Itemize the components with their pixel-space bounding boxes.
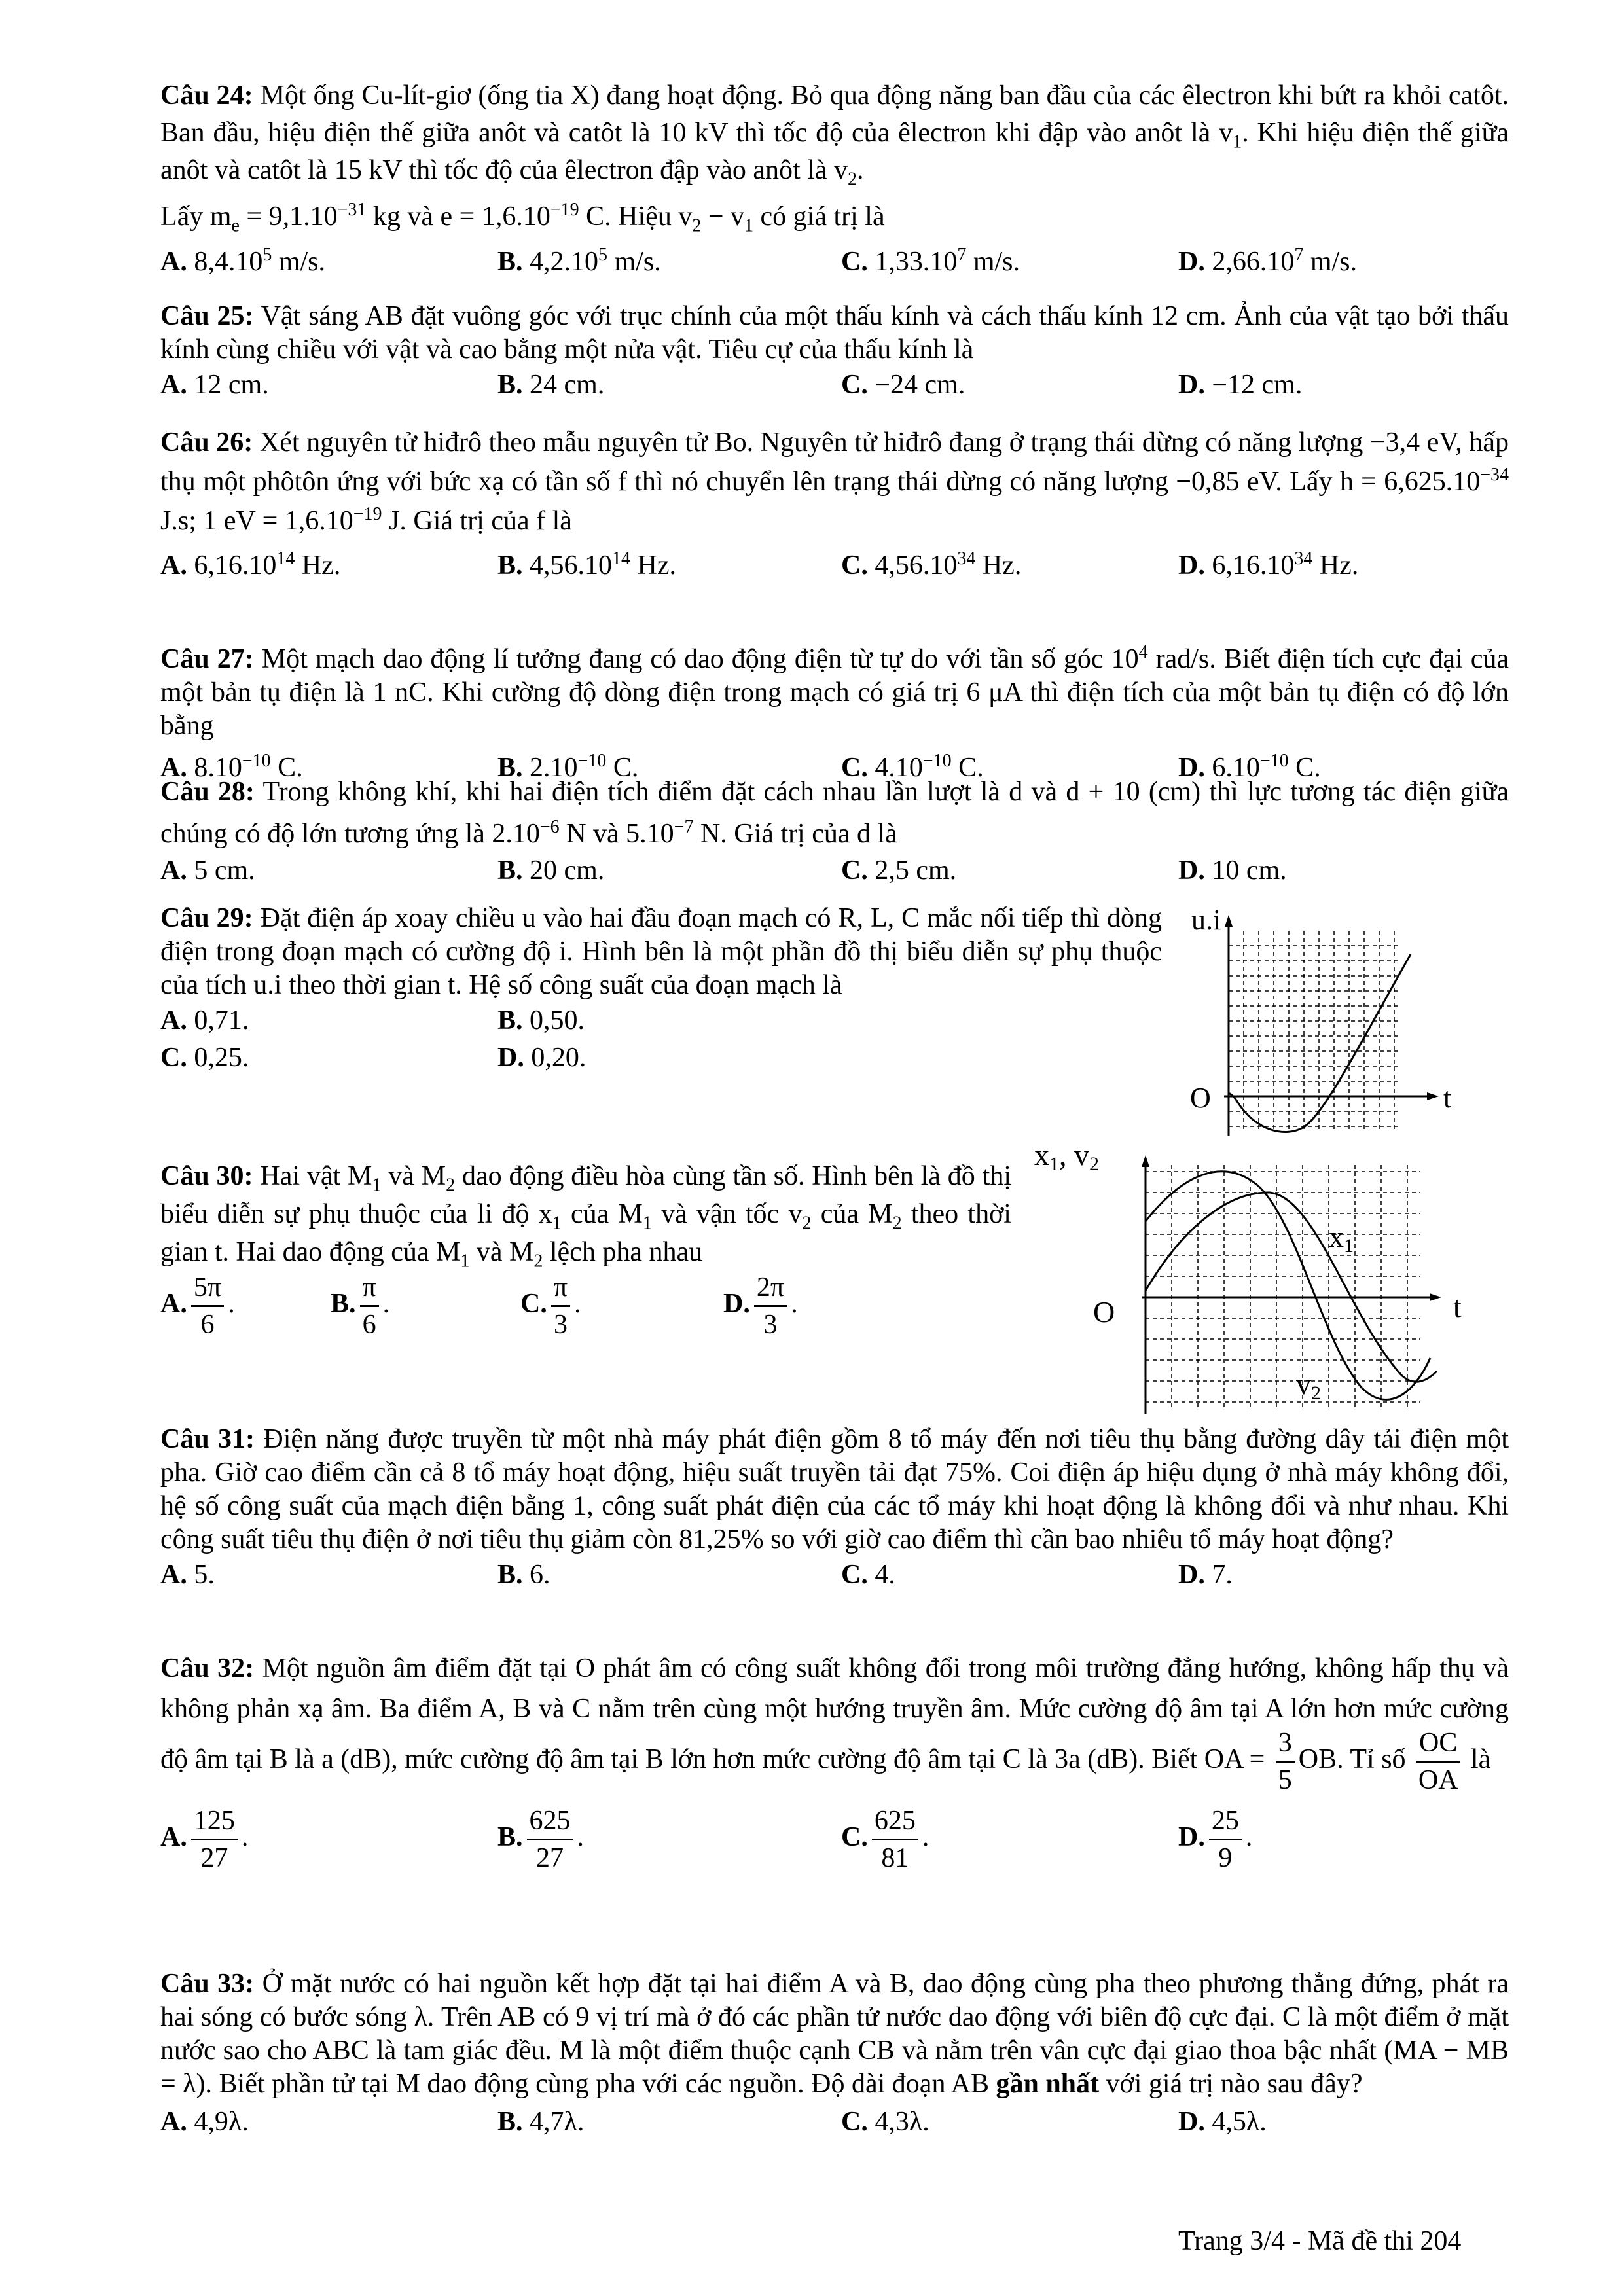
question-number: Câu 25: [160,301,254,331]
question-32: Câu 32: Một nguồn âm điểm đặt tại O phát âm có công suất không đổi trong môi trường đẳng hướng, không hấp thụ và không phản xạ âm. Ba điểm A, B và C nằm trên cùng một hướng truyền âm. Mức cường độ âm tại A lớn hơn mức cường độ âm tại B là a (dB), mức cường độ âm tại B lớn hơn mức cường độ âm tại C là 3a (dB). Biết OA = $\frac{3}{5}$ OB. Tỉ số $\frac{OC}{OA}$ là A. $\frac{125}{27}$ . B. $\frac{625}{27}$ . C. $\frac{625}{81}$ . D. $\frac{25}{9}$ . [160,1653,1509,1873]
curve-v2-label: v2 [1296,1367,1321,1404]
option-a[interactable]: A. 5. [160,1560,215,1590]
option-b[interactable]: B. $\frac{\pi}{6}$ . [331,1272,390,1340]
question-28: Câu 28: Trong không khí, khi hai điện tích điểm đặt cách nhau lần lượt là d và d + 10 (cm) thì lực tương tác điện giữa chúng có độ lớn tương ứng là $2.10^{-6}$ N và $5.10^{-7}$ N. Giá trị của d là A. 5 cm. B. 20 cm. C. 2,5 cm. D. 10 cm. [160,771,1509,889]
answer-options [160,1556,1509,1594]
option-c[interactable]: C. 2,5 cm. [841,855,957,886]
question-number: Câu 24: [160,81,253,111]
y-axis-arrow [1142,1155,1149,1167]
option-c[interactable]: C. 4,3λ. [841,2107,929,2137]
answer-options [160,547,1509,584]
answer-options [160,1807,1509,1872]
option-d[interactable]: D. 2,66.10$^7$ m/s. [1178,245,1358,277]
option-b[interactable]: B. 6. [497,1560,550,1590]
option-b[interactable]: B. $2.10^{-10}$ C. [497,751,639,783]
origin-label: O [1093,1295,1115,1329]
answer-options [160,367,1509,404]
option-a[interactable]: A. 8,4.10$^5$ m/s. [160,245,326,277]
ui-curve [1229,954,1411,1132]
answer-options [160,243,1509,281]
question-25: Câu 25: Vật sáng AB đặt vuông góc với trục chính của một thấu kính và cách thấu kính 12 cm. Ảnh của vật tạo bởi thấu kính cùng chiều với vật và cao bằng một nửa vật. Tiêu cự của thấu kính là A. 12 cm. B. 24 cm. C. −24 cm. D. −12 cm. [160,300,1509,404]
option-b[interactable]: B. $\frac{625}{27}$ . [497,1806,585,1873]
option-d[interactable]: D. 0,20. [497,1043,586,1073]
origin-label: O [1190,1082,1211,1114]
option-d[interactable]: D. 7. [1178,1560,1233,1590]
option-d[interactable]: D. $\frac{2\pi}{3}$ . [723,1272,798,1340]
option-c[interactable]: C. 1,33.10$^7$ m/s. [841,245,1020,277]
x-axis-label: t [1453,1290,1462,1323]
question-29: Câu 29: Đặt điện áp xoay chiều u vào hai đầu đoạn mạch có R, L, C mắc nối tiếp thì dòng điện trong đoạn mạch có cường độ i. Hình bên là một phần đồ thị biểu diễn sự phụ thuộc của tích u.i theo thời gian t. Hệ số công suất của đoạn mạch là A. 0,71. B. 0,50. C. 0,25. D. 0,20. [160,902,1162,1077]
y-axis-label: x1, v2 [1034,1145,1099,1175]
y-axis-arrow [1225,915,1233,927]
option-a[interactable]: A. $8.10^{-10}$ C. [160,751,303,783]
y-axis-label: u.i [1191,904,1221,936]
question-number: Câu 30: [160,1161,253,1191]
option-b[interactable]: B. 20 cm. [497,855,605,886]
curve-v2 [1146,1172,1430,1400]
question-24: Câu 24: Một ống Cu-lít-giơ (ống tia X) đang hoạt động. Bỏ qua động năng ban đầu của các êlectron khi bứt ra khỏi catôt. Ban đầu, hiệu điện thế giữa anôt và catôt là 10 kV thì tốc độ của êlectron khi đập vào anôt là $v_1$. Khi hiệu điện thế giữa anôt và catôt là 15 kV thì tốc độ của êlectron đập vào anôt là $v_2$. Lấy $m_e = 9,1.10^{-31}$ kg và $e = 1,6.10^{-19}$ C. Hiệu $v_2 - v_1$ có giá trị là A. 8,4.10$^5$ m/s. B. 4,2.10$^5$ m/s. C. 1,33.10$^7$ m/s. D. 2,66.10$^7$ m/s. [160,77,1509,281]
curve-x1 [1146,1193,1437,1382]
option-c[interactable]: C. $4.10^{-10}$ C. [841,751,984,783]
option-c[interactable]: C. 0,25. [160,1043,249,1073]
option-d[interactable]: D. 10 cm. [1178,855,1287,886]
question-number: Câu 28: [160,777,255,807]
answer-options [160,852,1509,889]
option-b[interactable]: B. 4,2.10$^5$ m/s. [497,245,661,277]
question-number: Câu 29: [160,903,253,933]
option-a[interactable]: A. $\frac{125}{27}$ . [160,1806,249,1873]
answer-options [160,2104,1509,2141]
x-axis-arrow [1427,1092,1439,1100]
answer-options [160,1274,1011,1338]
option-c[interactable]: C. 4. [841,1560,895,1590]
question-31: Câu 31: Điện năng được truyền từ một nhà máy phát điện gồm 8 tổ máy đến nơi tiêu thụ bằng đường dây tải điện một pha. Giờ cao điểm cần cả 8 tổ máy hoạt động, hiệu suất truyền tải đạt 75%. Coi điện áp hiệu dụng ở nhà máy không đổi, hệ số công suất của mạch điện bằng 1, công suất phát điện của các tổ máy khi hoạt động là không đổi và như nhau. Khi công suất tiêu thụ điện ở nơi tiêu thụ giảm còn 81,25% so với giờ cao điểm thì cần bao nhiêu tổ máy hoạt động? A. 5. B. 6. C. 4. D. 7. [160,1423,1509,1594]
question-33: Câu 33: Ở mặt nước có hai nguồn kết hợp đặt tại hai điểm A và B, dao động cùng pha theo phương thẳng đứng, phát ra hai sóng có bước sóng λ. Trên AB có 9 vị trí mà ở đó các phần tử nước dao động với biên độ cực đại. C là một điểm ở mặt nước sao cho ABC là tam giác đều. M là một điểm thuộc cạnh CB và nằm trên vân cực đại giao thoa bậc nhất (MA − MB = λ). Biết phần tử tại M dao động cùng pha với các nguồn. Độ dài đoạn AB gần nhất với giá trị nào sau đây? A. 4,9λ. B. 4,7λ. C. 4,3λ. D. 4,5λ. [160,1967,1509,2141]
option-c[interactable]: C. $\frac{625}{81}$ . [841,1806,929,1873]
option-c[interactable]: C. 4,56.10$^{34}$ Hz. [841,548,1022,581]
option-d[interactable]: D. 6,16.10$^{34}$ Hz. [1178,548,1359,581]
option-b[interactable]: B. 0,50. [497,1005,585,1035]
page-footer: Trang 3/4 - Mã đề thi 204 [1178,2226,1462,2256]
ui-time-graph [1185,897,1486,1139]
question-30: Câu 30: Hai vật $M_1$ và $M_2$ dao động điều hòa cùng tần số. Hình bên là đồ thị biểu diễn sự phụ thuộc của li độ $x_1$ của $M_1$ và vận tốc $v_2$ của $M_2$ theo thời gian t. Hai dao động của $M_1$ và $M_2$ lệch pha nhau A. $\frac{5\pi}{6}$ . B. $\frac{\pi}{6}$ . C. $\frac{\pi}{3}$ . D. $\frac{2\pi}{3}$ . [160,1161,1011,1340]
grid [1146,1165,1420,1410]
x-axis-label: t [1443,1082,1452,1114]
option-b[interactable]: B. 4,56.10$^{14}$ Hz. [497,548,676,581]
option-c[interactable]: C. $\frac{\pi}{3}$ . [520,1272,581,1340]
curve-x1-label: x1 [1329,1220,1354,1257]
option-a[interactable]: A. 6,16.10$^{14}$ Hz. [160,548,341,581]
question-number: Câu 31: [160,1424,255,1454]
answer-options [160,1002,1162,1039]
option-b[interactable]: B. 4,7λ. [497,2107,585,2137]
option-a[interactable]: A. 12 cm. [160,370,269,400]
grid [1229,931,1399,1132]
option-d[interactable]: D. $\frac{25}{9}$ . [1178,1806,1253,1873]
option-c[interactable]: C. −24 cm. [841,370,965,400]
x1-v2-time-graph [1034,1145,1506,1420]
option-d[interactable]: D. −12 cm. [1178,370,1303,400]
option-a[interactable]: A. 0,71. [160,1005,249,1035]
question-number: Câu 27: [160,644,254,674]
option-a[interactable]: A. $\frac{5\pi}{6}$ . [160,1272,235,1340]
x-axis-arrow [1430,1293,1441,1301]
question-27: Câu 27: Một mạch dao động lí tưởng đang có dao động điện từ tự do với tần số góc $10^4$ rad/s. Biết điện tích cực đại của một bản tụ điện là 1 nC. Khi cường độ dòng điện trong mạch có giá trị 6 μA thì điện tích của một bản tụ điện có độ lớn bằng A. $8.10^{-10}$ C. B. $2.10^{-10}$ C. C. $4.10^{-10}$ C. D. $6.10^{-10}$ C. [160,643,1509,787]
question-number: Câu 32: [160,1653,255,1683]
answer-options [160,1039,1162,1077]
option-b[interactable]: B. 24 cm. [497,370,605,400]
question-number: Câu 26: [160,427,253,457]
question-number: Câu 33: [160,1969,255,1999]
option-d[interactable]: D. 4,5λ. [1178,2107,1267,2137]
option-a[interactable]: A. 4,9λ. [160,2107,249,2137]
option-a[interactable]: A. 5 cm. [160,855,255,886]
question-26: Câu 26: Xét nguyên tử hiđrô theo mẫu nguyên tử Bo. Nguyên tử hiđrô đang ở trạng thái dừng có năng lượng −3,4 eV, hấp thụ một phôtôn ứng với bức xạ có tần số f thì nó chuyển lên trạng thái dừng có năng lượng −0,85 eV. Lấy $h = 6,625.10^{-34}$ J.s; 1 eV = $1,6.10^{-19}$ J. Giá trị của f là A. 6,16.10$^{14}$ Hz. B. 4,56.10$^{14}$ Hz. C. 4,56.10$^{34}$ Hz. D. 6,16.10$^{34}$ Hz. [160,423,1509,584]
option-d[interactable]: D. $6.10^{-10}$ C. [1178,751,1321,783]
